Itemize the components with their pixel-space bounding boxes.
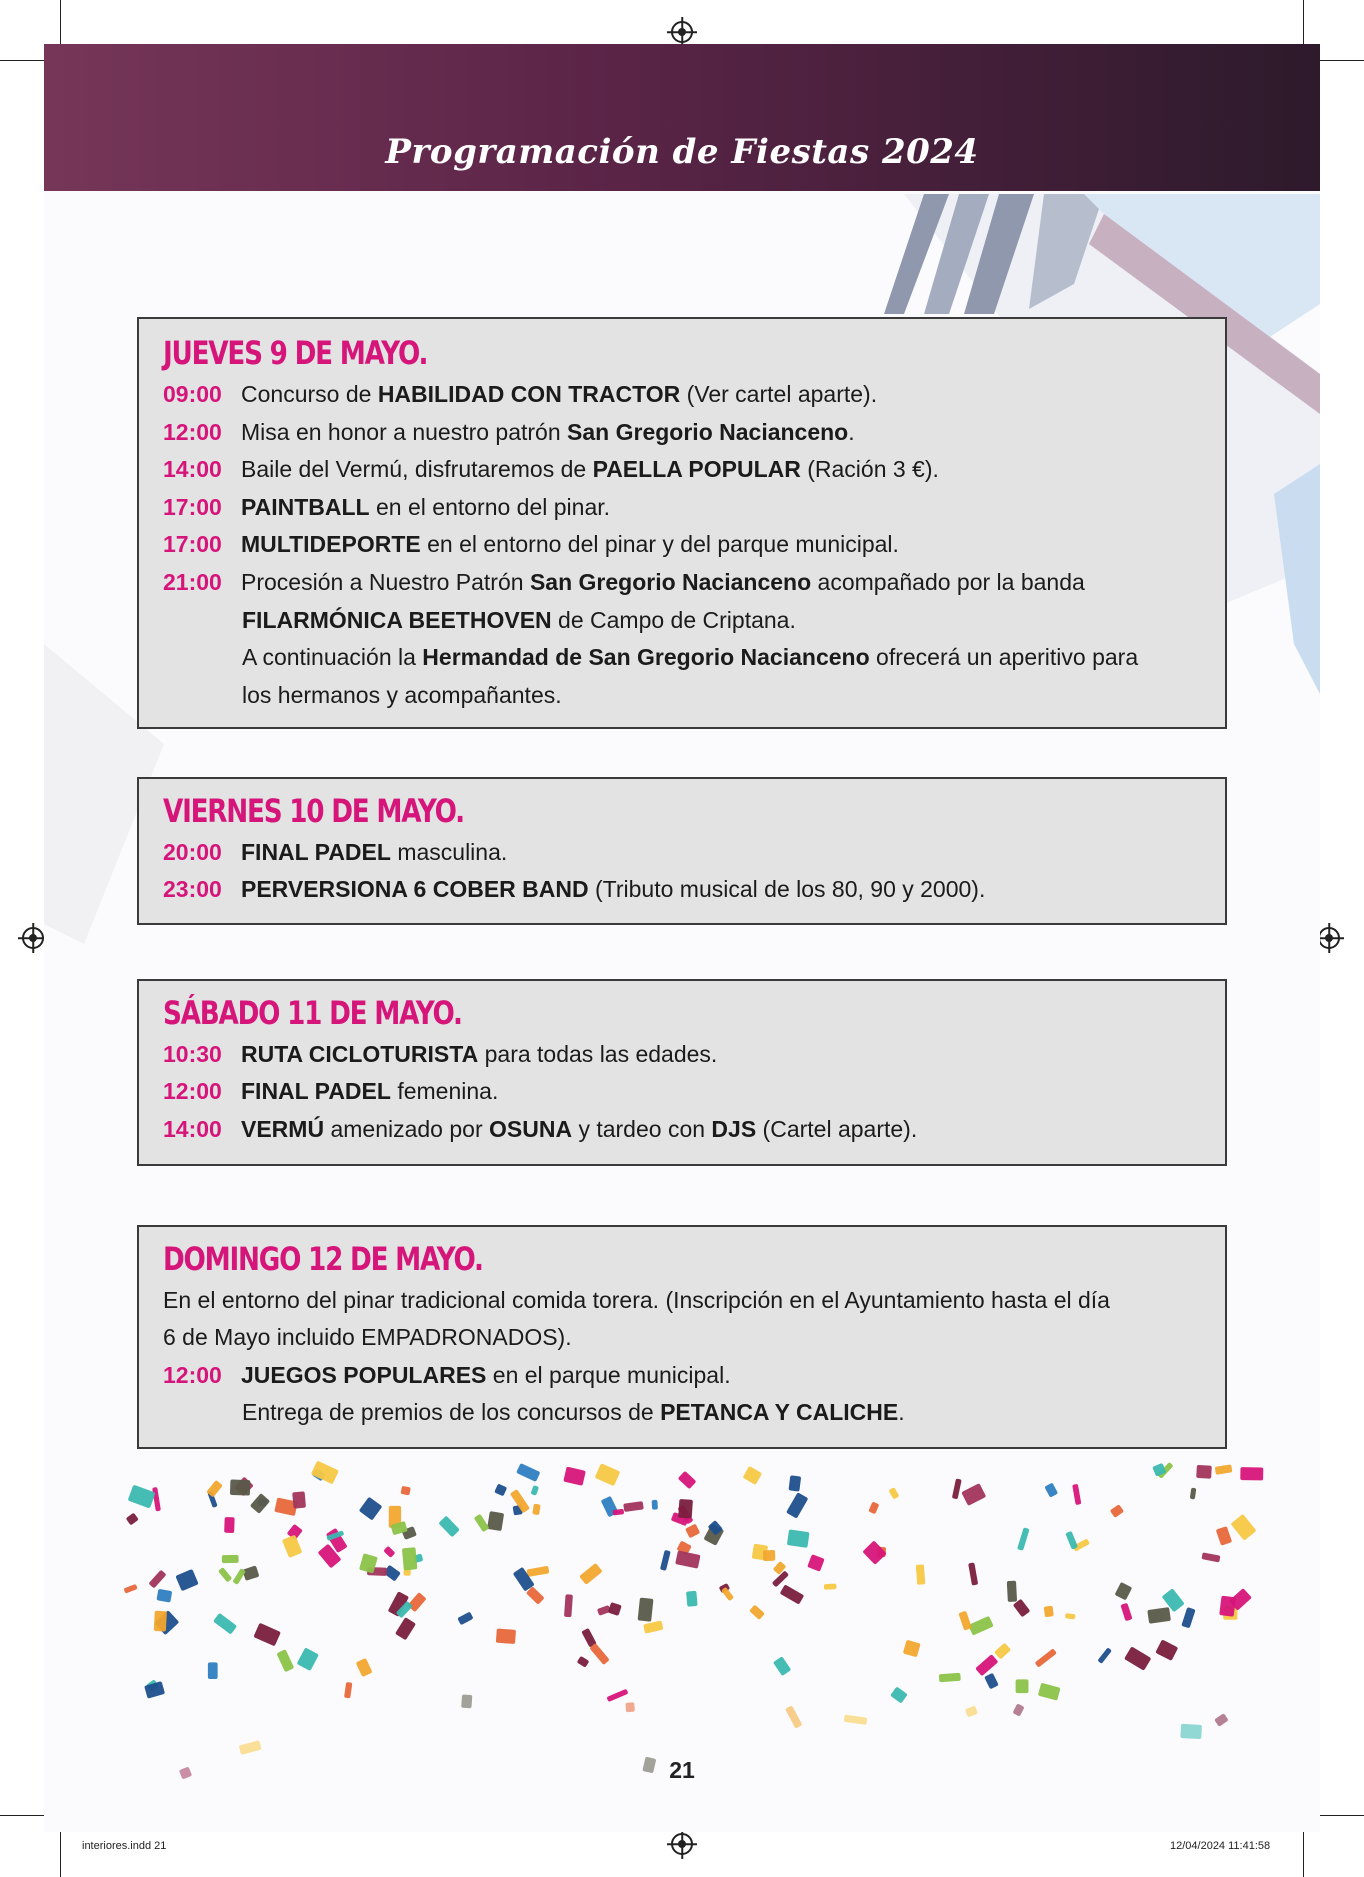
day-box-saturday (137, 979, 1227, 1166)
event-time: 12:00 (163, 1078, 222, 1104)
day-title: SÁBADO 11 DE MAYO. (163, 994, 462, 1032)
event-description: Baile del Vermú, disfrutaremos de PAELLA POPULAR (Ración 3 €). (241, 456, 939, 482)
event-description: JUEGOS POPULARES en el parque municipal. (241, 1362, 731, 1388)
crop-mark (1320, 1815, 1364, 1816)
event-time: 17:00 (163, 494, 222, 520)
registration-mark-icon (22, 927, 44, 949)
event-description: VERMÚ amenizado por OSUNA y tardeo con DJS (Cartel aparte). (241, 1116, 918, 1142)
crop-mark (60, 0, 61, 44)
event-continuation: A continuación la Hermandad de San Gregorio Nacianceno ofrecerá un aperitivo para (242, 644, 1139, 670)
event-description: Misa en honor a nuestro patrón San Gregorio Nacianceno. (241, 419, 855, 445)
event-row (163, 379, 877, 409)
day-title: VIERNES 10 DE MAYO. (163, 792, 464, 830)
event-time: 10:30 (163, 1041, 222, 1067)
header-banner (44, 44, 1320, 191)
crop-mark (60, 1832, 61, 1877)
event-time: 17:00 (163, 531, 222, 557)
day-box-thursday (137, 317, 1227, 729)
page-number: 21 (669, 1757, 695, 1783)
event-row (163, 1360, 731, 1390)
event-continuation: Entrega de premios de los concursos de PETANCA Y CALICHE. (242, 1399, 905, 1425)
event-row (163, 837, 507, 867)
event-time: 20:00 (163, 839, 222, 865)
crop-mark (1303, 1832, 1304, 1877)
day-box-friday (137, 777, 1227, 925)
event-continuation: FILARMÓNICA BEETHOVEN de Campo de Criptana. (242, 607, 796, 633)
event-row (163, 492, 610, 522)
event-description: Procesión a Nuestro Patrón San Gregorio Nacianceno acompañado por la banda (241, 569, 1085, 595)
registration-mark-icon (1318, 927, 1340, 949)
event-row (163, 1039, 717, 1069)
registration-mark-icon (671, 21, 693, 43)
event-row (163, 874, 985, 904)
registration-mark-icon (671, 1833, 693, 1855)
event-description: FINAL PADEL masculina. (241, 839, 508, 865)
crop-mark (0, 60, 44, 61)
day-intro: 6 de Mayo incluido EMPADRONADOS). (163, 1324, 572, 1350)
event-row (163, 417, 855, 447)
event-description: RUTA CICLOTURISTA para todas las edades. (241, 1041, 718, 1067)
event-continuation: los hermanos y acompañantes. (242, 682, 562, 708)
event-time: 12:00 (163, 419, 222, 445)
day-box-sunday (137, 1225, 1227, 1449)
event-time: 14:00 (163, 456, 222, 482)
day-intro: En el entorno del pinar tradicional comida torera. (Inscripción en el Ayuntamiento hasta el día (163, 1287, 1110, 1313)
crop-mark (1303, 0, 1304, 44)
crop-mark (0, 1815, 44, 1816)
event-description: FINAL PADEL femenina. (241, 1078, 499, 1104)
event-time: 14:00 (163, 1116, 222, 1142)
day-title: JUEVES 9 DE MAYO. (163, 334, 428, 372)
slug-file: interiores.indd 21 (82, 1840, 167, 1852)
event-time: 12:00 (163, 1362, 222, 1388)
event-row (163, 529, 899, 559)
confetti-decoration (44, 44, 1320, 1832)
event-description: Concurso de HABILIDAD CON TRACTOR (Ver cartel aparte). (241, 381, 878, 407)
event-description: PERVERSIONA 6 COBER BAND (Tributo musical de los 80, 90 y 2000). (241, 876, 986, 902)
event-row (163, 567, 1085, 597)
page-title: Programación de Fiestas 2024 (385, 132, 979, 172)
event-row (163, 1076, 498, 1106)
page (44, 44, 1320, 1832)
event-time: 23:00 (163, 876, 222, 902)
event-description: PAINTBALL en el entorno del pinar. (241, 494, 611, 520)
day-title: DOMINGO 12 DE MAYO. (163, 1240, 483, 1278)
event-time: 21:00 (163, 569, 222, 595)
event-description: MULTIDEPORTE en el entorno del pinar y del parque municipal. (241, 531, 899, 557)
event-row (163, 454, 939, 484)
event-time: 09:00 (163, 381, 222, 407)
event-row (163, 1114, 917, 1144)
crop-mark (1320, 60, 1364, 61)
slug-date: 12/04/2024 11:41:58 (1170, 1840, 1271, 1852)
